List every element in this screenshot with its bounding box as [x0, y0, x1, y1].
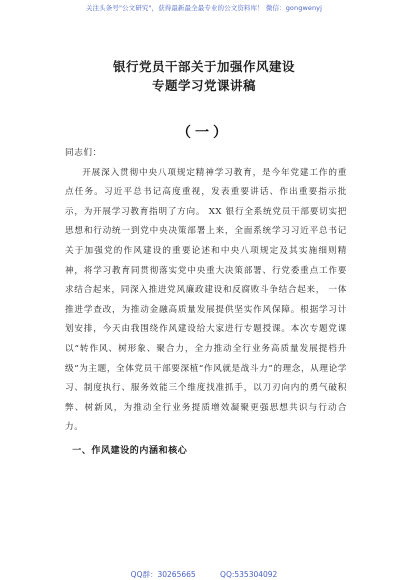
footer [0, 569, 408, 580]
document-title-line-2: 专题学习党课讲稿 [151, 78, 256, 93]
document-title-line-1: 银行党员干部关于加强作风建设 [112, 59, 295, 74]
salutation: 同志们： [65, 148, 102, 158]
section-heading: （一） [177, 125, 231, 141]
sub-heading: 一、作风建设的内涵和核心 [72, 445, 188, 456]
document-body [65, 144, 347, 462]
body-paragraph: 开展深入贯彻中央八项规定精神学习教育，是今年党建工作的重点任务。习近平总书记高度重视，发表重要讲话、作出重要指示批示，为开展学习教育指明了方向。 XX 银行全系统党员干部要切实把思想和行动统一到党中央决策部署上来，全面系统学习习近平总书记关于加强党的作风建设的重要论述和中央八项规定及其实施细则精神，将学习教育同贯彻落实党中央重大决策部署、行党委重点工作要求结合起来，同深入推进党风廉政建设和反腐败斗争结合起来， 一体推进学查改，为推动金融高质量发展提供坚实作风保障。根据学习计划安排，今天由我围绕作风建设给大家进行专题授课。本次专题党课以“转作风、树形象、聚合力，全力推动全行业务高质量发展提档升级”为主题，全体党员干部要深植“作风就是战斗力”的理念，从理论学习、制度执行、服务效能三个维度找准抓手，以刀刃向内的勇气破积弊、树新风，为推动全行业务提质增效凝聚更强思想共识与行动合力。 [65, 167, 347, 433]
top-banner: 关注头条号"公文研究"，获得最新最全最专业的公文资料库！ 微信：gongwenyj [85, 4, 323, 12]
footer-qq: QQ:535304092 [220, 570, 278, 579]
footer-qq-group: QQ群：30265665 [130, 570, 196, 579]
